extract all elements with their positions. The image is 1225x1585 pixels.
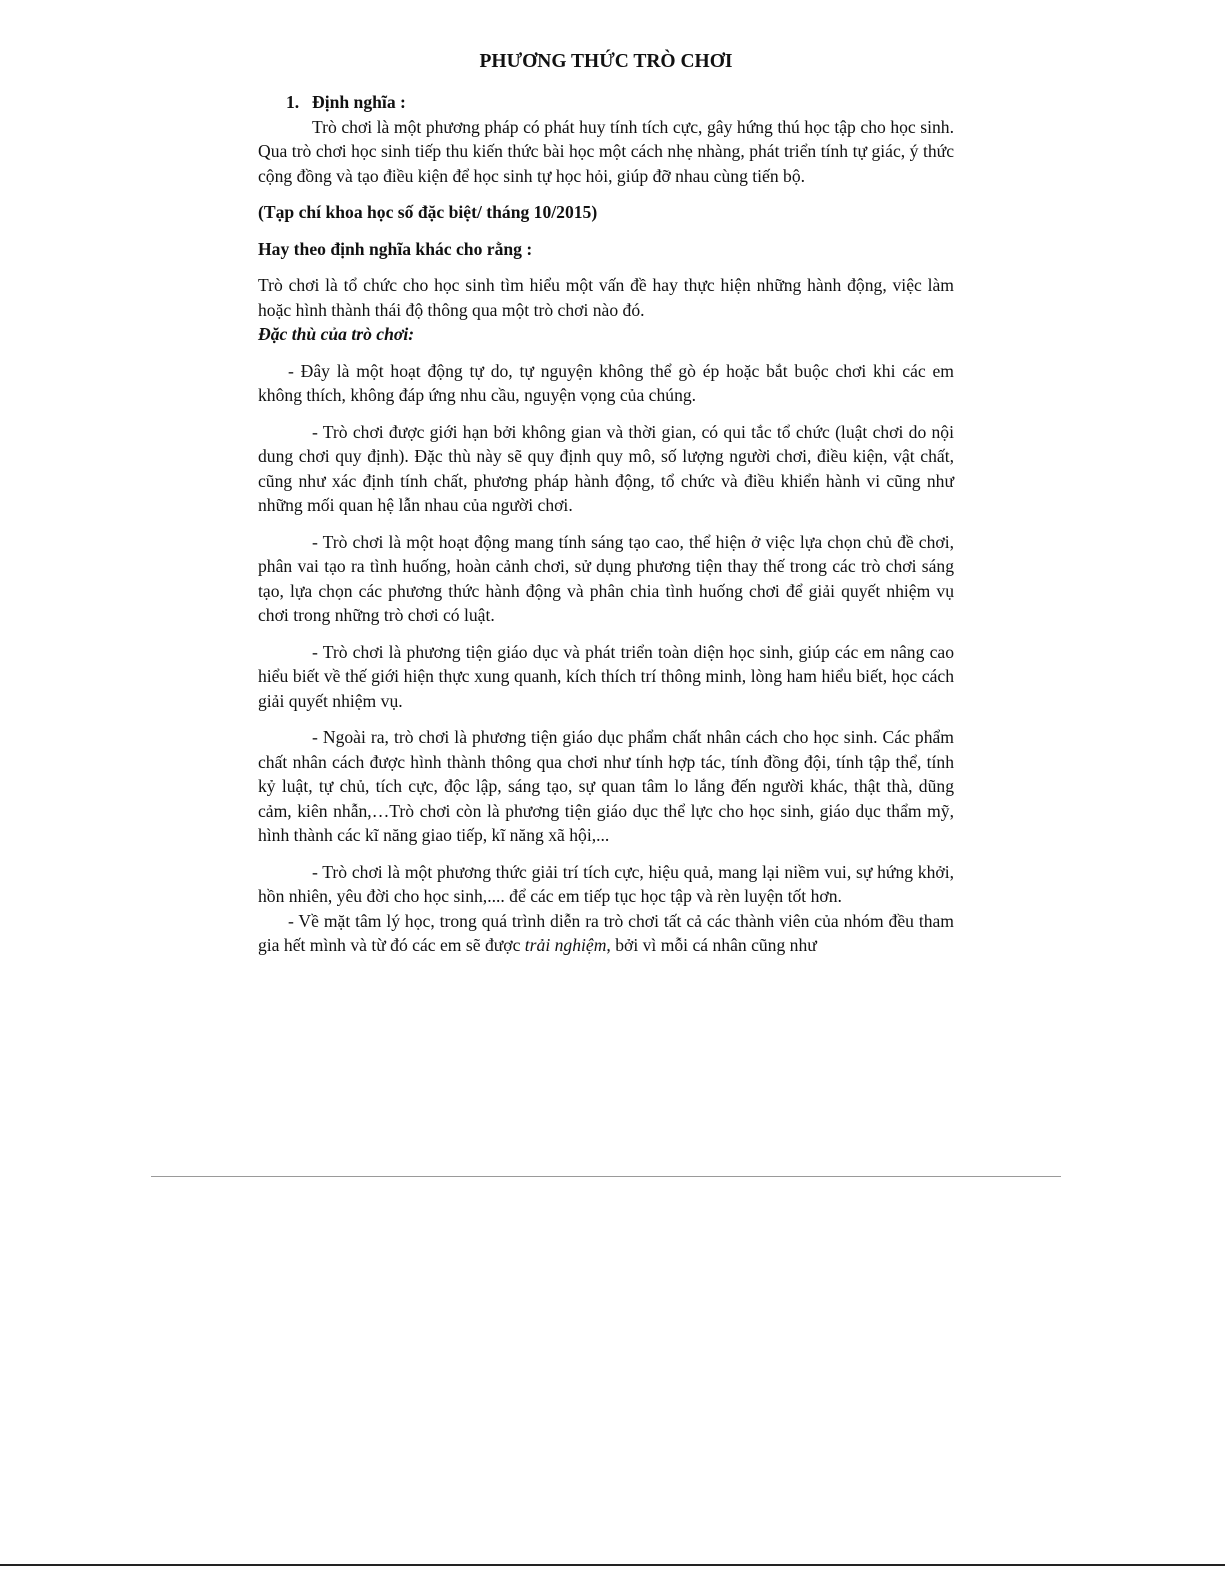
- trait-paragraph: - Trò chơi là phương tiện giáo dục và phát triển toàn diện học sinh, giúp các em nâng cao hiểu biết về thế giới hiện thực xung quanh, kích thích trí thông minh, lòng ham hiểu biết, học cách giải quyết nhiệm vụ.: [258, 641, 954, 711]
- section-number: 1.: [286, 92, 300, 112]
- section-heading-definition: [258, 90, 954, 115]
- citation: (Tạp chí khoa học số đặc biệt/ tháng 10/2015): [258, 202, 598, 222]
- trait-paragraph: - Ngoài ra, trò chơi là phương tiện giáo dục phẩm chất nhân cách cho học sinh. Các phẩm chất nhân cách được hình thành thông qua chơi như tính hợp tác, tính đồng đội, tính tập thể, tính kỷ luật, tự chủ, tích cực, độc lập, sáng tạo, sự quan tâm lo lắng đến người khác, thật thà, dũng cảm, kiên nhẫn,…Trò chơi còn là phương tiện giáo dục thể lực cho học sinh, giáo dục thẩm mỹ, hình thành các kĩ năng giao tiếp, kĩ năng xã hội,...: [258, 727, 954, 845]
- trait-paragraph: - Trò chơi là một phương thức giải trí tích cực, hiệu quả, mang lại niềm vui, sự hứng khởi, hồn nhiên, yêu đời cho học sinh,.... để các em tiếp tục học tập và rèn luyện tốt hơn.: [258, 861, 954, 906]
- document-page: [258, 48, 954, 958]
- definition-paragraph: Trò chơi là một phương pháp có phát huy tính tích cực, gây hứng thú học tập cho học sinh. Qua trò chơi học sinh tiếp thu kiến thức bài học một cách nhẹ nhàng, phát triển tính tự giác, ý thức cộng đồng và tạo điều kiện để học sinh tự học hỏi, giúp đỡ nhau cùng tiến bộ.: [258, 116, 954, 186]
- psychology-text-start: - Về mặt tâm lý học, trong quá trình diễn ra trò chơi tất cả các thành viên của nhóm đều tham gia hết mình và từ đó các em sẽ được: [258, 910, 954, 955]
- alt-definition-heading: Hay theo định nghĩa khác cho rằng :: [258, 238, 533, 259]
- page-title: PHƯƠNG THỨC TRÒ CHƠI: [479, 51, 733, 72]
- psychology-text-end: , bởi vì mỗi cá nhân cũng như: [606, 935, 817, 955]
- trait-paragraph: - Trò chơi là một hoạt động mang tính sáng tạo cao, thể hiện ở việc lựa chọn chủ đề chơi, phân vai tạo ra tình huống, hoàn cảnh chơi, sử dụng phương tiện thay thế trong các trò chơi sáng tạo, lựa chọn các phương thức hành động và phân chia tình huống chơi để giải quyết nhiệm vụ chơi trong những trò chơi có luật.: [258, 531, 954, 625]
- bottom-border: [0, 1564, 1225, 1566]
- alt-definition-paragraph: Trò chơi là tổ chức cho học sinh tìm hiểu một vấn đề hay thực hiện những hành động, việc làm hoặc hình thành thái độ thông qua một trò chơi nào đó.: [258, 275, 954, 320]
- trait-paragraph: - Trò chơi được giới hạn bởi không gian và thời gian, có qui tắc tổ chức (luật chơi do nội dung chơi quy định). Đặc thù này sẽ quy định quy mô, số lượng người chơi, điều kiện, vật chất, cũng như xác định tính chất, phương pháp hành động, tổ chức và điều khiển hành vi cũng như những mối quan hệ lẫn nhau của người chơi.: [258, 421, 954, 515]
- section-heading-text: Định nghĩa :: [312, 92, 406, 112]
- traits-heading: Đặc thù của trò chơi:: [258, 324, 415, 344]
- page-divider: [151, 1176, 1061, 1177]
- trait-paragraph: - Đây là một hoạt động tự do, tự nguyện không thể gò ép hoặc bắt buộc chơi khi các em không thích, không đáp ứng nhu cầu, nguyện vọng của chúng.: [258, 360, 954, 405]
- psychology-emphasis: trải nghiệm: [524, 935, 607, 955]
- psychology-paragraph: [258, 909, 954, 958]
